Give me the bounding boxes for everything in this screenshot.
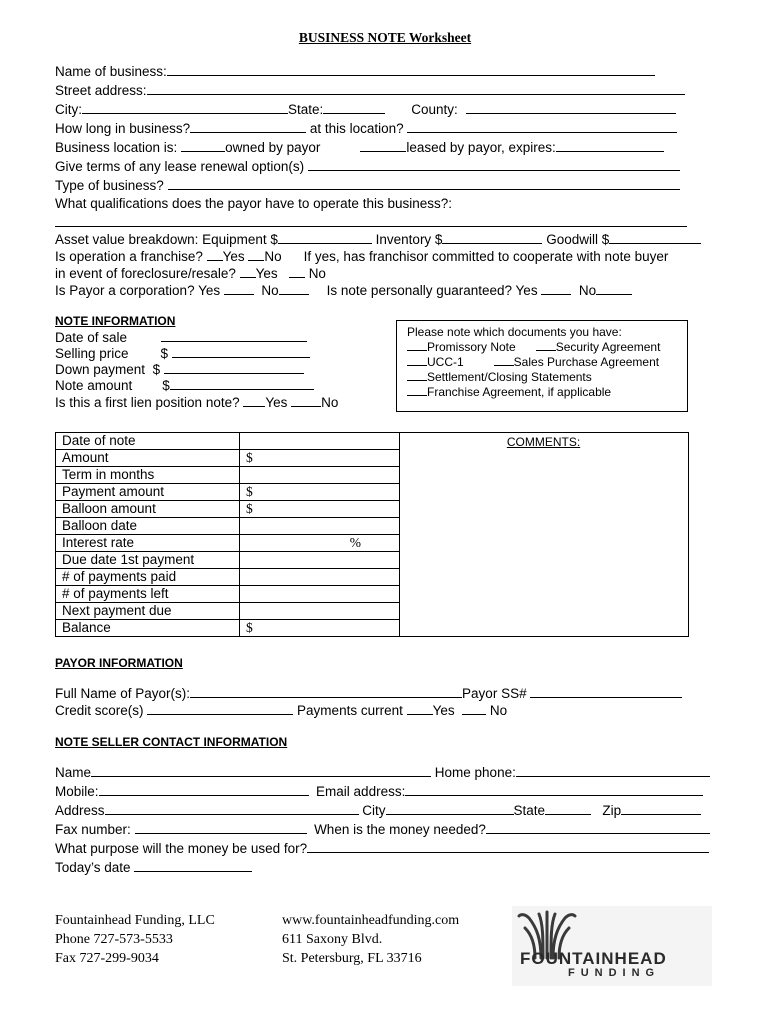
note-table-value[interactable]: $	[240, 484, 400, 501]
documents-row-3	[407, 370, 687, 385]
owned-label: owned by payor	[225, 140, 321, 155]
qualifications-field[interactable]	[55, 214, 687, 227]
selling-price-field[interactable]	[172, 345, 310, 358]
city-label: City:	[55, 102, 82, 117]
down-payment-dollar: $	[152, 362, 161, 377]
note-table-label: Interest rate	[56, 535, 240, 552]
promissory-label: Promissory Note	[427, 340, 516, 354]
business-type-label: Type of business?	[55, 178, 164, 193]
selling-price-label: Selling price	[55, 346, 129, 361]
logo-text-line2: FUNDING	[568, 967, 661, 979]
note-amount-field[interactable]	[170, 377, 314, 390]
payor-name-label: Full Name of Payor(s):	[55, 686, 191, 701]
footer-address-block	[282, 911, 459, 968]
today-date-row	[55, 859, 252, 875]
note-table-value[interactable]	[240, 467, 400, 484]
footer-city: St. Petersburg, FL 33716	[282, 951, 422, 966]
note-table-label: Balloon amount	[56, 501, 240, 518]
note-table-label: Balance	[56, 620, 240, 637]
note-table-value[interactable]	[240, 518, 400, 535]
note-table-row	[56, 467, 400, 484]
city-row	[55, 101, 676, 117]
payments-current-yes-label: Yes	[432, 703, 455, 718]
note-table-label: Amount	[56, 450, 240, 467]
note-table-value[interactable]: $	[240, 450, 400, 467]
down-payment-row	[55, 361, 304, 377]
at-location-label: at this location?	[309, 121, 404, 136]
email-label: Email address:	[316, 784, 406, 799]
footer-company-block	[55, 911, 215, 968]
city-field[interactable]	[82, 101, 288, 114]
county-field[interactable]	[466, 101, 676, 114]
fax-label: Fax number:	[55, 822, 131, 837]
lease-terms-row	[55, 158, 680, 174]
corporation-no-label: No	[261, 283, 279, 298]
franchise-yes-field[interactable]	[207, 248, 223, 261]
how-long-row	[55, 120, 677, 136]
business-name-row	[55, 63, 655, 79]
note-details-table	[55, 432, 400, 637]
purpose-row	[55, 840, 709, 856]
franchise-no-field[interactable]	[248, 248, 264, 261]
foreclosure-row	[55, 265, 326, 281]
note-table-label: Date of note	[56, 433, 240, 450]
note-table-label: # of payments paid	[56, 569, 240, 586]
selling-price-row	[55, 345, 310, 361]
home-phone-label: Home phone:	[434, 765, 516, 780]
comments-box[interactable]	[398, 432, 689, 637]
county-label: County:	[411, 102, 458, 117]
note-table-row	[56, 552, 400, 569]
credit-row	[55, 702, 507, 718]
down-payment-field[interactable]	[164, 361, 304, 374]
note-amount-dollar: $	[162, 378, 170, 393]
seller-name-row	[55, 764, 710, 780]
note-table-row	[56, 484, 400, 501]
sales-purchase-label: Sales Purchase Agreement	[513, 355, 660, 369]
security-field[interactable]	[536, 340, 556, 351]
note-table-row	[56, 586, 400, 603]
guarantee-question: Is note personally guaranteed? Yes	[326, 283, 538, 298]
location-row	[55, 139, 664, 155]
foreclosure-no-label: No	[308, 266, 326, 281]
mobile-field[interactable]	[99, 783, 309, 796]
footer-street: 611 Saxony Blvd.	[282, 932, 383, 947]
documents-box	[396, 320, 688, 412]
note-info-heading: NOTE INFORMATION	[55, 314, 176, 328]
asset-label: Asset value breakdown: Equipment $	[55, 232, 278, 247]
fax-field[interactable]	[135, 821, 307, 834]
note-table-value[interactable]	[240, 569, 400, 586]
business-type-row	[55, 177, 680, 193]
seller-name-field[interactable]	[91, 764, 431, 777]
seller-info-heading: NOTE SELLER CONTACT INFORMATION	[55, 735, 288, 749]
note-table-row	[56, 620, 400, 637]
seller-zip-label: Zip	[602, 803, 622, 818]
fountainhead-logo	[512, 906, 712, 986]
note-table-row	[56, 569, 400, 586]
footer-phone: Phone 727-573-5533	[55, 932, 173, 947]
today-date-field[interactable]	[134, 859, 252, 872]
first-lien-yes-field[interactable]	[243, 394, 265, 407]
franchise-question: Is operation a franchise?	[55, 249, 203, 264]
down-payment-label: Down payment	[55, 362, 146, 377]
lease-terms-field[interactable]	[308, 158, 680, 171]
security-label: Security Agreement	[555, 340, 661, 354]
seller-city-field[interactable]	[386, 802, 514, 815]
today-date-label: Today’s date	[55, 860, 131, 875]
note-table-row	[56, 433, 400, 450]
corporation-question: Is Payor a corporation? Yes	[55, 283, 221, 298]
seller-address-row	[55, 802, 701, 818]
documents-row-1	[407, 340, 687, 355]
mobile-row	[55, 783, 703, 799]
footer-website: www.fountainheadfunding.com	[282, 913, 460, 928]
payments-current-label: Payments current	[297, 703, 403, 718]
note-table-label: Payment amount	[56, 484, 240, 501]
note-amount-row	[55, 377, 314, 393]
how-long-label: How long in business?	[55, 121, 191, 136]
ucc-label: UCC-1	[427, 355, 464, 369]
date-of-sale-label: Date of sale	[55, 330, 128, 345]
note-table-value[interactable]: %	[240, 535, 400, 552]
footer-fax: Fax 727-299-9034	[55, 951, 159, 966]
first-lien-no-field[interactable]	[291, 394, 321, 407]
qualifications-row	[55, 196, 452, 211]
equipment-field[interactable]	[278, 231, 372, 244]
when-needed-label: When is the money needed?	[314, 822, 486, 837]
franchise-row	[55, 248, 668, 264]
goodwill-field[interactable]	[609, 231, 701, 244]
note-table-row	[56, 535, 400, 552]
payor-ss-field[interactable]	[530, 685, 682, 698]
purpose-field[interactable]	[307, 840, 709, 853]
leased-field[interactable]	[360, 139, 406, 152]
ucc-field[interactable]	[407, 355, 427, 366]
guarantee-yes-field[interactable]	[541, 282, 571, 295]
foreclosure-yes-label: Yes	[255, 266, 278, 281]
street-address-label: Street address:	[55, 83, 147, 98]
note-table-label: Next payment due	[56, 603, 240, 620]
note-table-label: Due date 1st payment	[56, 552, 240, 569]
first-lien-yes-label: Yes	[265, 395, 288, 410]
seller-name-label: Name	[55, 765, 92, 780]
note-table-row	[56, 501, 400, 518]
business-name-label: Name of business:	[55, 64, 167, 79]
mobile-label: Mobile:	[55, 784, 99, 799]
purpose-label: What purpose will the money be used for?	[55, 841, 308, 856]
note-table-value[interactable]	[240, 586, 400, 603]
foreclosure-label: in event of foreclosure/resale?	[55, 266, 236, 281]
payor-ss-label: Payor SS#	[462, 686, 527, 701]
note-table-row	[56, 450, 400, 467]
first-lien-no-label: No	[321, 395, 339, 410]
business-name-field[interactable]	[167, 63, 655, 76]
documents-row-4	[407, 385, 687, 400]
foreclosure-yes-field[interactable]	[240, 265, 256, 278]
settlement-label: Settlement/Closing Statements	[427, 370, 592, 384]
payments-current-no-field[interactable]	[462, 702, 486, 715]
fax-row	[55, 821, 710, 837]
first-lien-question: Is this a first lien position note?	[55, 395, 240, 410]
payments-current-no-label: No	[489, 703, 508, 718]
inventory-field[interactable]	[442, 231, 542, 244]
franchise-no-label: No	[264, 249, 282, 264]
note-table-value[interactable]: $	[240, 620, 400, 637]
selling-price-dollar: $	[160, 346, 169, 361]
franchise-yes-label: Yes	[222, 249, 245, 264]
note-table-row	[56, 518, 400, 535]
qualifications-label: What qualifications does the payor have to operate this business?:	[55, 196, 452, 211]
franchise-agreement-field[interactable]	[407, 385, 427, 396]
documents-row-2	[407, 355, 687, 370]
note-table-value[interactable]: $	[240, 501, 400, 518]
asset-row	[55, 231, 701, 247]
note-table-label: Term in months	[56, 467, 240, 484]
state-field[interactable]	[323, 101, 385, 114]
franchise-follow-label: If yes, has franchisor committed to cooperate with note buyer	[303, 249, 669, 264]
franchise-agreement-label: Franchise Agreement, if applicable	[427, 385, 612, 399]
date-of-sale-field[interactable]	[161, 329, 307, 342]
guarantee-no-field[interactable]	[596, 282, 632, 295]
corporation-no-field[interactable]	[279, 282, 309, 295]
business-type-field[interactable]	[168, 177, 680, 190]
page-title: BUSINESS NOTE Worksheet	[298, 30, 472, 45]
footer-company: Fountainhead Funding, LLC	[55, 913, 215, 928]
email-field[interactable]	[405, 783, 703, 796]
seller-state-label: State	[513, 803, 546, 818]
first-lien-row	[55, 394, 338, 410]
owned-field[interactable]	[181, 139, 225, 152]
leased-label: leased by payor, expires:	[406, 140, 556, 155]
logo-text-line1: FOUNTAINHEAD	[520, 949, 667, 968]
seller-state-field[interactable]	[545, 802, 591, 815]
qualifications-line-wrap	[55, 214, 687, 230]
at-location-field[interactable]	[407, 120, 677, 133]
seller-city-label: City	[362, 803, 386, 818]
lease-expires-field[interactable]	[556, 139, 664, 152]
seller-zip-field[interactable]	[621, 802, 701, 815]
sales-purchase-field[interactable]	[494, 355, 514, 366]
comments-label: COMMENTS:	[506, 435, 581, 449]
inventory-label: Inventory $	[375, 232, 443, 247]
note-table-label: Balloon date	[56, 518, 240, 535]
payor-name-row	[55, 685, 682, 701]
note-table-label: # of payments left	[56, 586, 240, 603]
payor-name-field[interactable]	[190, 685, 462, 698]
credit-field[interactable]	[147, 702, 293, 715]
when-needed-field[interactable]	[486, 821, 710, 834]
home-phone-field[interactable]	[516, 764, 710, 777]
settlement-field[interactable]	[407, 370, 427, 381]
foreclosure-no-field[interactable]	[289, 265, 305, 278]
payments-current-yes-field[interactable]	[407, 702, 433, 715]
corporation-yes-field[interactable]	[224, 282, 254, 295]
goodwill-label: Goodwill $	[546, 232, 610, 247]
street-address-row	[55, 82, 685, 98]
note-amount-label: Note amount	[55, 378, 133, 393]
state-label: State:	[288, 102, 324, 117]
note-table-value[interactable]	[240, 603, 400, 620]
credit-label: Credit score(s)	[55, 703, 144, 718]
how-long-field[interactable]	[190, 120, 306, 133]
date-of-sale-row	[55, 329, 307, 345]
seller-address-label: Address	[55, 803, 105, 818]
guarantee-no-label: No	[578, 283, 597, 298]
seller-address-field[interactable]	[105, 802, 359, 815]
payor-info-heading: PAYOR INFORMATION	[55, 656, 183, 670]
lease-terms-label: Give terms of any lease renewal option(s)	[55, 159, 305, 174]
note-table-value[interactable]	[240, 552, 400, 569]
note-table-value[interactable]	[240, 433, 400, 450]
corporation-row	[55, 282, 632, 298]
note-table-row	[56, 603, 400, 620]
documents-intro: Please note which documents you have:	[407, 325, 622, 339]
location-label: Business location is:	[55, 140, 178, 155]
street-address-field[interactable]	[147, 82, 685, 95]
promissory-field[interactable]	[407, 340, 427, 351]
